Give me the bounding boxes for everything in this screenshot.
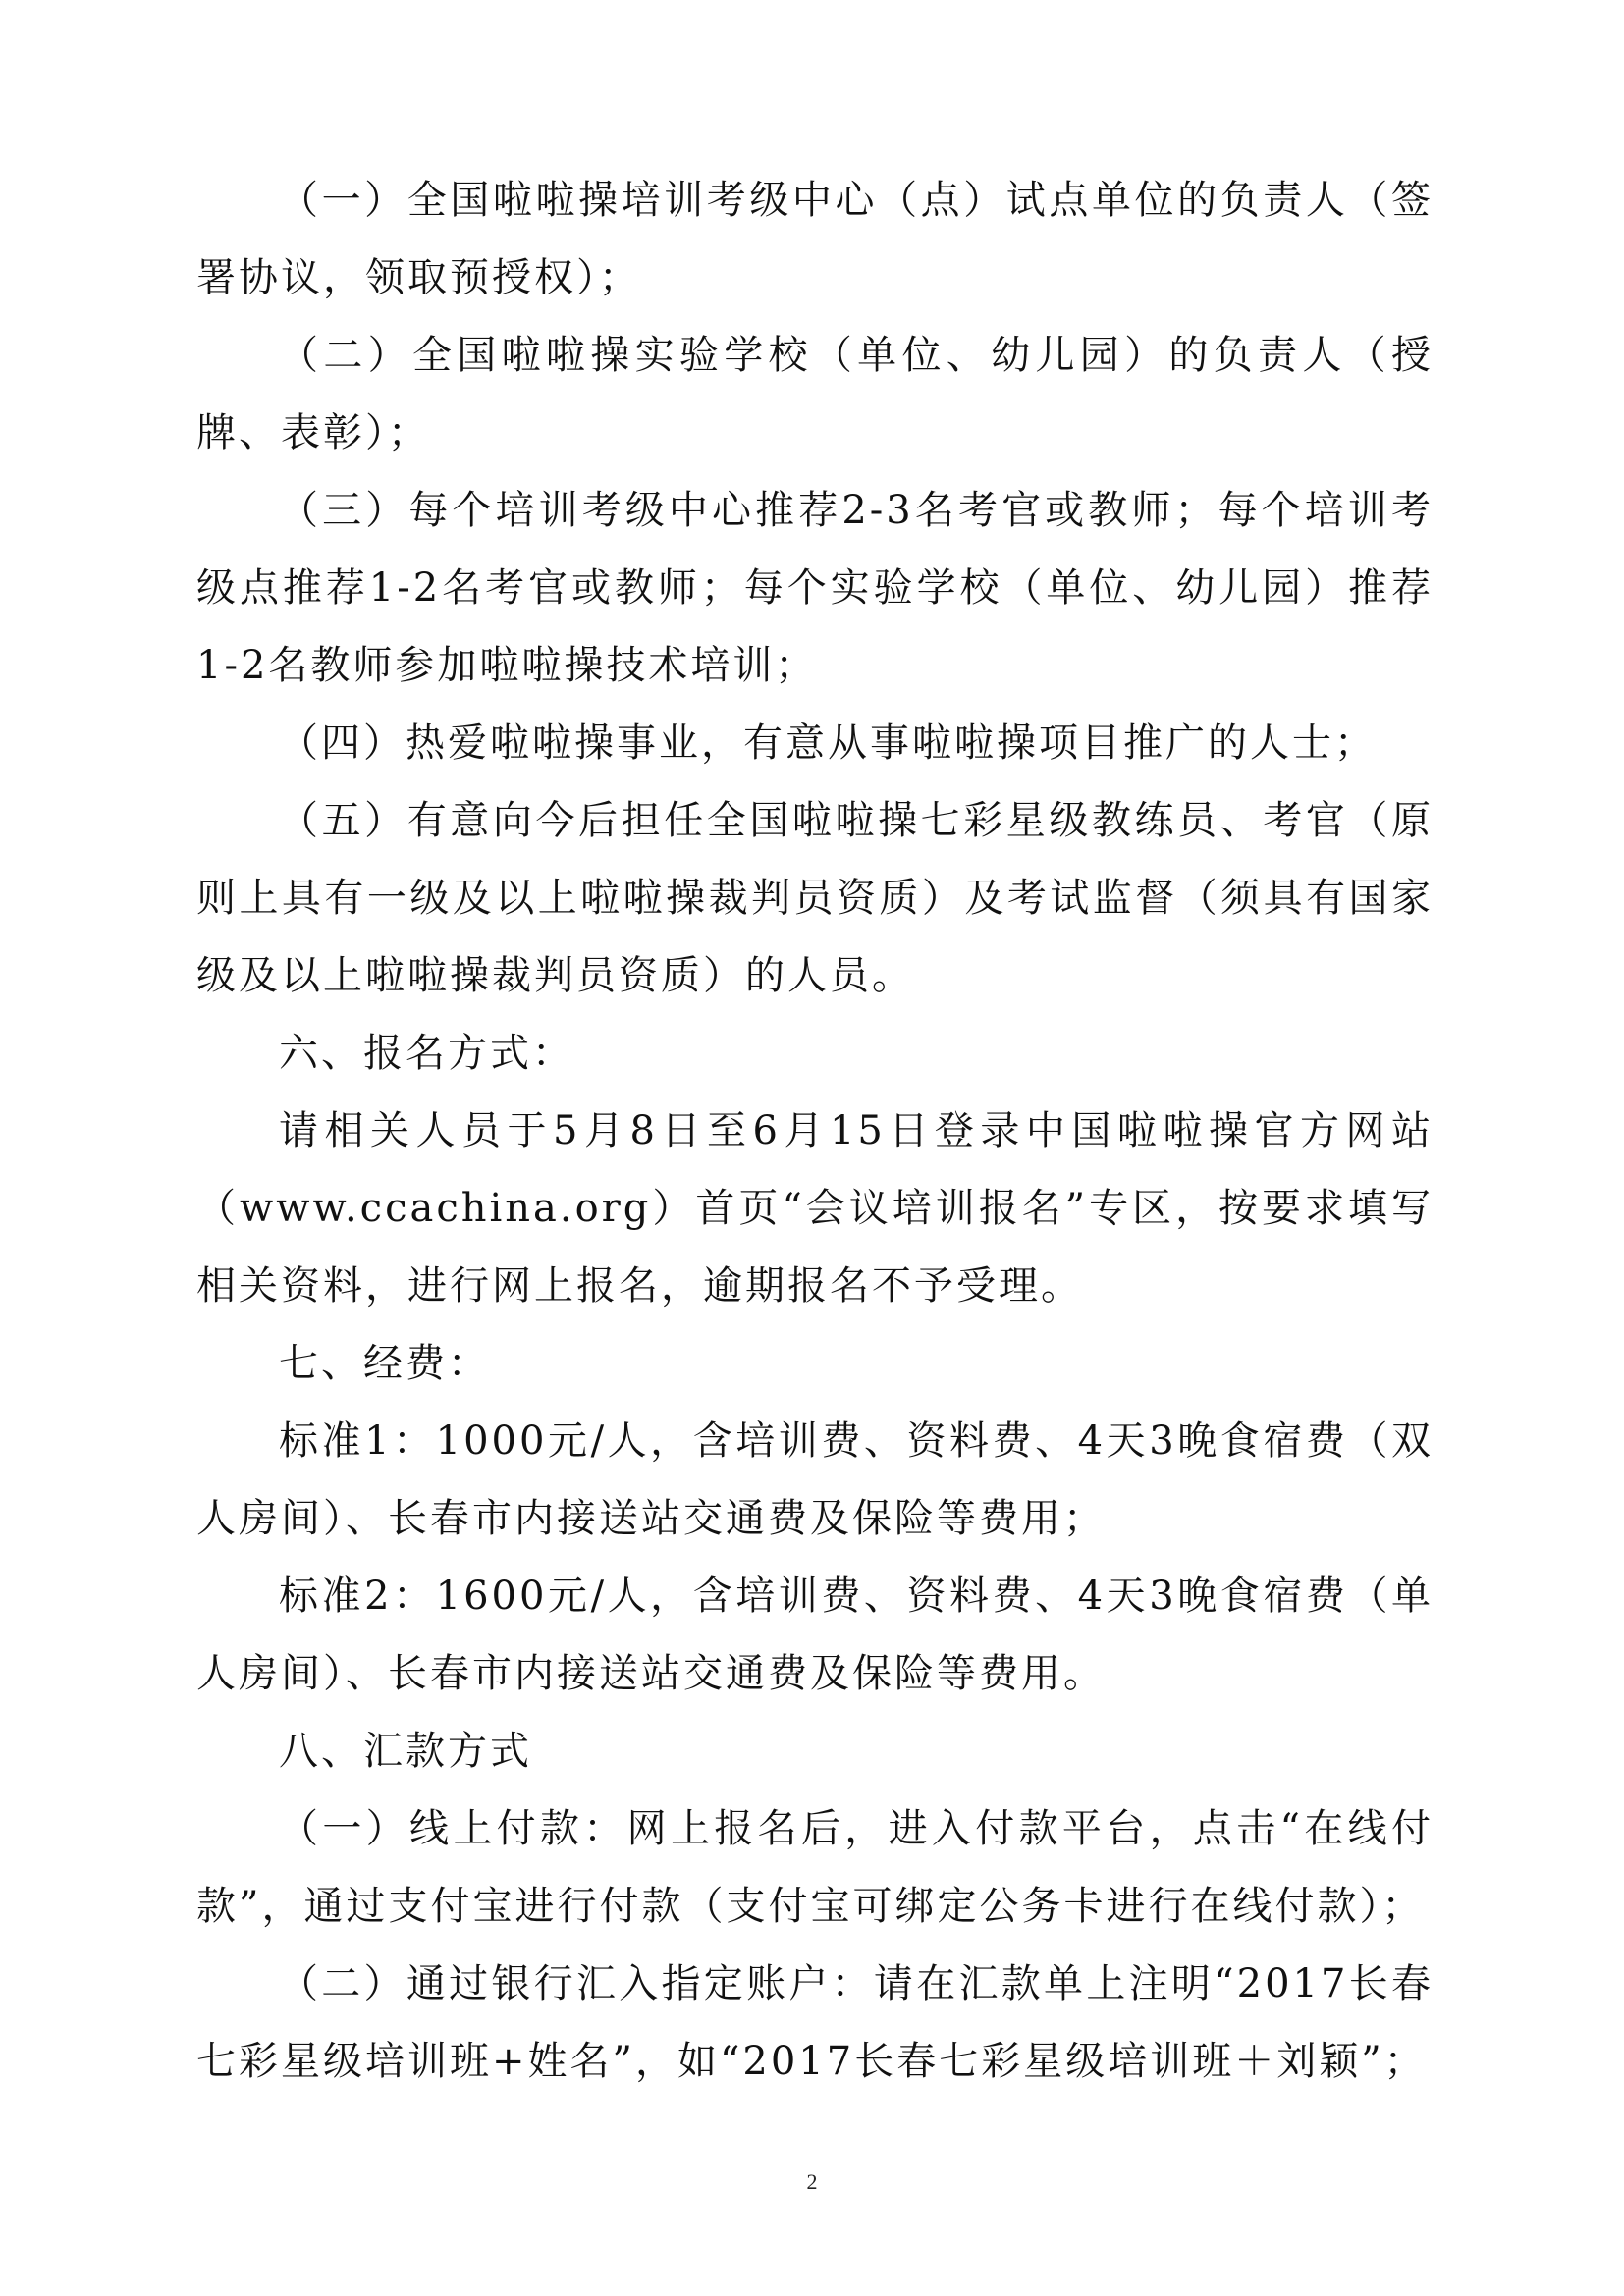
document-body (196, 162, 1434, 2101)
paragraph-item-2: （二）全国啦啦操实验学校（单位、幼儿园）的负责人（授牌、表彰）； (196, 333, 1434, 455)
page-number: 2 (806, 2169, 818, 2194)
paragraph-fee-standard-1: 标准1：1000元/人，含培训费、资料费、4天3晚食宿费（双人房间）、长春市内接送站交通费及保险等费用； (196, 1418, 1434, 1541)
section-heading-remittance: 八、汇款方式 (279, 1729, 532, 1774)
paragraph-bank-transfer: （二）通过银行汇入指定账户：请在汇款单上注明“2017长春七彩星级培训班+姓名”，如“2017长春七彩星级培训班＋刘颖”； (196, 1961, 1434, 2084)
paragraph-item-3: （三）每个培训考级中心推荐2-3名考官或教师；每个培训考级点推荐1-2名考官或教师；每个实验学校（单位、幼儿园）推荐1-2名教师参加啦啦操技术培训； (196, 488, 1434, 688)
paragraph-item-4: （四）热爱啦啦操事业，有意从事啦啦操项目推广的人士； (279, 721, 1377, 766)
paragraph-registration: 请相关人员于5月8日至6月15日登录中国啦啦操官方网站（www.ccachina.org）首页“会议培训报名”专区，按要求填写相关资料，进行网上报名，逾期报名不予受理。 (196, 1108, 1434, 1308)
section-heading-fees: 七、经费： (279, 1341, 490, 1386)
paragraph-item-5: （五）有意向今后担任全国啦啦操七彩星级教练员、考官（原则上具有一级及以上啦啦操裁判员资质）及考试监督（须具有国家级及以上啦啦操裁判员资质）的人员。 (196, 798, 1434, 998)
paragraph-online-payment: （一）线上付款：网上报名后，进入付款平台，点击“在线付款”，通过支付宝进行付款（支付宝可绑定公务卡进行在线付款）； (196, 1806, 1434, 1929)
paragraph-item-1: （一）全国啦啦操培训考级中心（点）试点单位的负责人（签署协议，领取预授权）； (196, 178, 1434, 300)
section-heading-registration: 六、报名方式： (279, 1031, 574, 1076)
paragraph-fee-standard-2: 标准2：1600元/人，含培训费、资料费、4天3晚食宿费（单人房间）、长春市内接送站交通费及保险等费用。 (196, 1574, 1434, 1696)
